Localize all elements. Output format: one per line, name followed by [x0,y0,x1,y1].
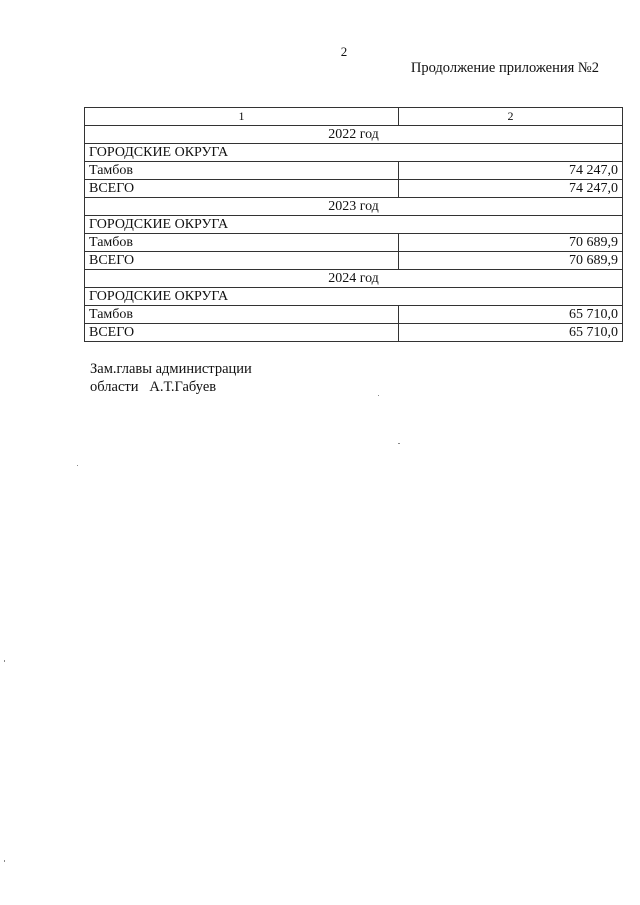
year-label: 2022 год [85,126,623,144]
section-row [85,216,623,234]
table-row [85,306,623,324]
row-name: Тамбов [85,162,399,180]
scan-speck [398,443,400,444]
row-name: Тамбов [85,306,399,324]
row-value: 65 710,0 [399,306,623,324]
signature-name: области А.Т.Габуев [90,379,217,395]
row-name: ВСЕГО [85,180,399,198]
appendix-note: Продолжение приложения №2 [410,60,599,76]
row-value: 65 710,0 [399,324,623,342]
table-row [85,324,623,342]
scan-speck [4,660,5,662]
scan-speck [77,465,78,466]
column-header: 1 [85,108,399,126]
year-row [85,198,623,216]
section-row [85,144,623,162]
row-name: ВСЕГО [85,324,399,342]
year-row [85,126,623,144]
table-row [85,162,623,180]
header-row [85,108,623,126]
signature-block [90,360,252,396]
year-label: 2024 год [85,270,623,288]
row-value: 74 247,0 [399,180,623,198]
page-number: 2 [340,44,348,59]
row-name: Тамбов [85,234,399,252]
table-row [85,180,623,198]
scan-speck [4,860,5,862]
section-label: ГОРОДСКИЕ ОКРУГА [85,216,623,234]
year-label: 2023 год [85,198,623,216]
section-label: ГОРОДСКИЕ ОКРУГА [85,144,623,162]
row-name: ВСЕГО [85,252,399,270]
row-value: 74 247,0 [399,162,623,180]
scan-speck [378,395,379,396]
section-row [85,288,623,306]
row-value: 70 689,9 [399,252,623,270]
data-table [84,107,623,342]
table-row [85,252,623,270]
section-label: ГОРОДСКИЕ ОКРУГА [85,288,623,306]
year-row [85,270,623,288]
signature-title: Зам.главы администрации [90,361,252,377]
column-header: 2 [399,108,623,126]
table-row [85,234,623,252]
row-value: 70 689,9 [399,234,623,252]
